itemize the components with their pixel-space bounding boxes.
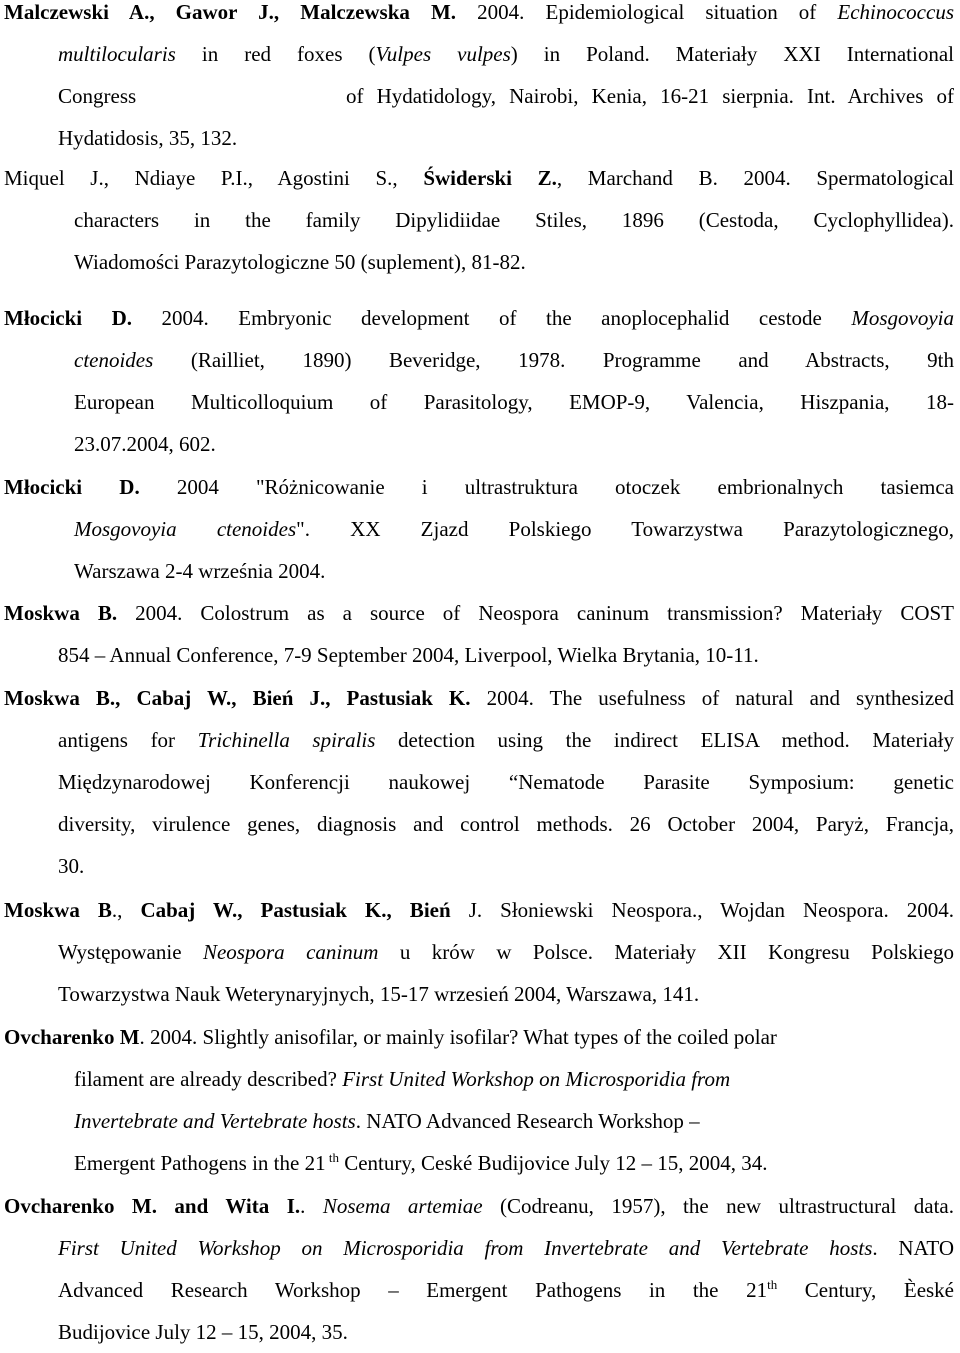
reference-text: . 2004. Slightly anisofilar, or mainly isofilar? What types of the coiled polar bbox=[139, 1025, 777, 1049]
reference-text: (Codreanu, 1957), the new ultrastructural data. bbox=[482, 1194, 954, 1218]
italic-text: Trichinella spiralis bbox=[197, 728, 376, 752]
reference-text: ., bbox=[111, 898, 141, 922]
reference-text: characters in the family Dipylidiidae Stiles, 1896 (Cestoda, Cyclophyllidea). bbox=[74, 208, 954, 232]
italic-text: multilocularis bbox=[58, 42, 176, 66]
reference-text: . NATO bbox=[872, 1236, 954, 1260]
reference-text: filament are already described? bbox=[74, 1067, 343, 1091]
reference-text: 854 – Annual Conference, 7-9 September 2004, Liverpool, Wielka Brytania, 10-11. bbox=[58, 643, 759, 667]
reference-text: 30. bbox=[58, 854, 85, 878]
reference-text: th bbox=[325, 1150, 339, 1165]
reference-line bbox=[4, 33, 954, 75]
reference-line bbox=[4, 931, 954, 973]
italic-text: Neospora caninum bbox=[202, 940, 379, 964]
reference-line bbox=[4, 761, 954, 803]
reference-line bbox=[4, 845, 954, 887]
reference-entry bbox=[4, 297, 954, 465]
reference-text: . NATO Advanced Research Workshop – bbox=[355, 1109, 700, 1133]
author-names: Ovcharenko M. and Wita I. bbox=[4, 1194, 301, 1218]
reference-line bbox=[4, 973, 954, 1015]
reference-line bbox=[4, 550, 954, 592]
author-names: Malczewski A., Gawor J., Malczewska M. bbox=[4, 0, 457, 24]
reference-line bbox=[4, 634, 954, 676]
reference-text: Występowanie bbox=[58, 940, 203, 964]
reference-line bbox=[4, 803, 954, 845]
reference-line bbox=[4, 1227, 954, 1269]
reference-line bbox=[4, 381, 954, 423]
reference-entry bbox=[4, 592, 954, 676]
reference-text: in red foxes ( bbox=[175, 42, 376, 66]
reference-text: 2004. Epidemiological situation of bbox=[456, 0, 838, 24]
reference-line bbox=[4, 1311, 954, 1353]
italic-text: Nosema artemiae bbox=[322, 1194, 483, 1218]
reference-line bbox=[4, 719, 954, 761]
reference-entry bbox=[4, 157, 954, 283]
italic-text: Mosgovoyia bbox=[851, 306, 954, 330]
reference-text: 2004. Embryonic development of the anoplocephalid cestode bbox=[132, 306, 852, 330]
reference-entry bbox=[4, 466, 954, 592]
author-names: Cabaj W., Pastusiak K., Bień bbox=[140, 898, 451, 922]
reference-text: Warszawa 2-4 września 2004. bbox=[74, 559, 326, 583]
reference-line bbox=[4, 339, 954, 381]
reference-line bbox=[4, 592, 954, 634]
italic-text: Echinococcus bbox=[837, 0, 954, 24]
reference-text: Century, Ceské Budijovice July 12 – 15, 2004, 34. bbox=[338, 1151, 768, 1175]
author-names: Młocicki D. bbox=[4, 475, 140, 499]
reference-line bbox=[4, 1016, 954, 1058]
italic-text: ctenoides bbox=[74, 348, 154, 372]
italic-text: First United Workshop on Microsporidia from bbox=[342, 1067, 731, 1091]
reference-line bbox=[4, 157, 954, 199]
reference-text: ) in Poland. Materiały XXI International bbox=[510, 42, 954, 66]
reference-entry bbox=[4, 0, 954, 159]
reference-text: Budijovice July 12 – 15, 2004, 35. bbox=[58, 1320, 348, 1344]
italic-text: Invertebrate and Vertebrate hosts bbox=[74, 1109, 356, 1133]
reference-text: , Marchand B. 2004. Spermatological bbox=[556, 166, 954, 190]
reference-line bbox=[4, 1100, 954, 1142]
reference-text: Międzynarodowej Konferencji naukowej “Nematode Parasite Symposium: genetic bbox=[58, 770, 954, 794]
reference-line bbox=[4, 466, 954, 508]
reference-text: (Railliet, 1890) Beveridge, 1978. Programme and Abstracts, 9th bbox=[153, 348, 954, 372]
reference-entry bbox=[4, 1016, 954, 1184]
reference-text: 23.07.2004, 602. bbox=[74, 432, 216, 456]
author-names: Świderski Z. bbox=[423, 166, 557, 190]
reference-text: Towarzystwa Nauk Weterynaryjnych, 15-17 wrzesień 2004, Warszawa, 141. bbox=[58, 982, 700, 1006]
reference-text: detection using the indirect ELISA method. Materiały bbox=[375, 728, 954, 752]
reference-line bbox=[4, 75, 954, 117]
reference-text: Emergent Pathogens in the 21 bbox=[74, 1151, 326, 1175]
reference-line bbox=[4, 199, 954, 241]
reference-line bbox=[4, 0, 954, 33]
reference-text: diversity, virulence genes, diagnosis and control methods. 26 October 2004, Paryż, Francja, bbox=[58, 812, 954, 836]
reference-line bbox=[4, 241, 954, 283]
italic-text: Mosgovoyia ctenoides bbox=[74, 517, 297, 541]
reference-text: . bbox=[300, 1194, 323, 1218]
italic-text: Vulpes vulpes bbox=[375, 42, 511, 66]
reference-line bbox=[4, 677, 954, 719]
author-names: Moskwa B bbox=[4, 898, 112, 922]
reference-text: Century, Èeské bbox=[777, 1278, 955, 1302]
reference-text: Hydatidosis, 35, 132. bbox=[58, 126, 238, 150]
reference-text: th bbox=[767, 1277, 778, 1292]
reference-text: 2004. The usefulness of natural and synthesized bbox=[470, 686, 954, 710]
reference-line bbox=[4, 508, 954, 550]
author-names: Ovcharenko M bbox=[4, 1025, 140, 1049]
reference-text: 2004 "Różnicowanie i ultrastruktura otoczek embrionalnych tasiemca bbox=[139, 475, 954, 499]
reference-text: u krów w Polsce. Materiały XII Kongresu Polskiego bbox=[378, 940, 954, 964]
reference-line bbox=[4, 1269, 954, 1311]
reference-entry bbox=[4, 1185, 954, 1353]
author-names: Młocicki D. bbox=[4, 306, 133, 330]
reference-text: 2004. Colostrum as a source of Neospora caninum transmission? Materiały COST bbox=[117, 601, 954, 625]
reference-text: Wiadomości Parazytologiczne 50 (suplement), 81-82. bbox=[74, 250, 526, 274]
author-names: Moskwa B. bbox=[4, 601, 118, 625]
italic-text: First United Workshop on Microsporidia from Invertebrate and Vertebrate hosts bbox=[58, 1236, 873, 1260]
reference-line bbox=[4, 1142, 954, 1184]
reference-text: Congress of Hydatidology, Nairobi, Kenia, 16-21 sierpnia. Int. Archives of bbox=[58, 84, 954, 108]
reference-line bbox=[4, 297, 954, 339]
author-names: Moskwa B., Cabaj W., Bień J., Pastusiak K. bbox=[4, 686, 471, 710]
reference-line bbox=[4, 889, 954, 931]
reference-line bbox=[4, 1185, 954, 1227]
reference-entry bbox=[4, 889, 954, 1015]
reference-text: European Multicolloquium of Parasitology, EMOP-9, Valencia, Hiszpania, 18- bbox=[74, 390, 954, 414]
reference-text: antigens for bbox=[58, 728, 198, 752]
reference-line bbox=[4, 423, 954, 465]
reference-text: ". XX Zjazd Polskiego Towarzystwa Parazytologicznego, bbox=[296, 517, 954, 541]
reference-line bbox=[4, 1058, 954, 1100]
reference-text: Advanced Research Workshop – Emergent Pathogens in the 21 bbox=[58, 1278, 768, 1302]
reference-line bbox=[4, 117, 954, 159]
reference-entry bbox=[4, 677, 954, 887]
reference-text: Miquel J., Ndiaye P.I., Agostini S., bbox=[4, 166, 424, 190]
reference-text: J. Słoniewski Neospora., Wojdan Neospora. 2004. bbox=[450, 898, 954, 922]
